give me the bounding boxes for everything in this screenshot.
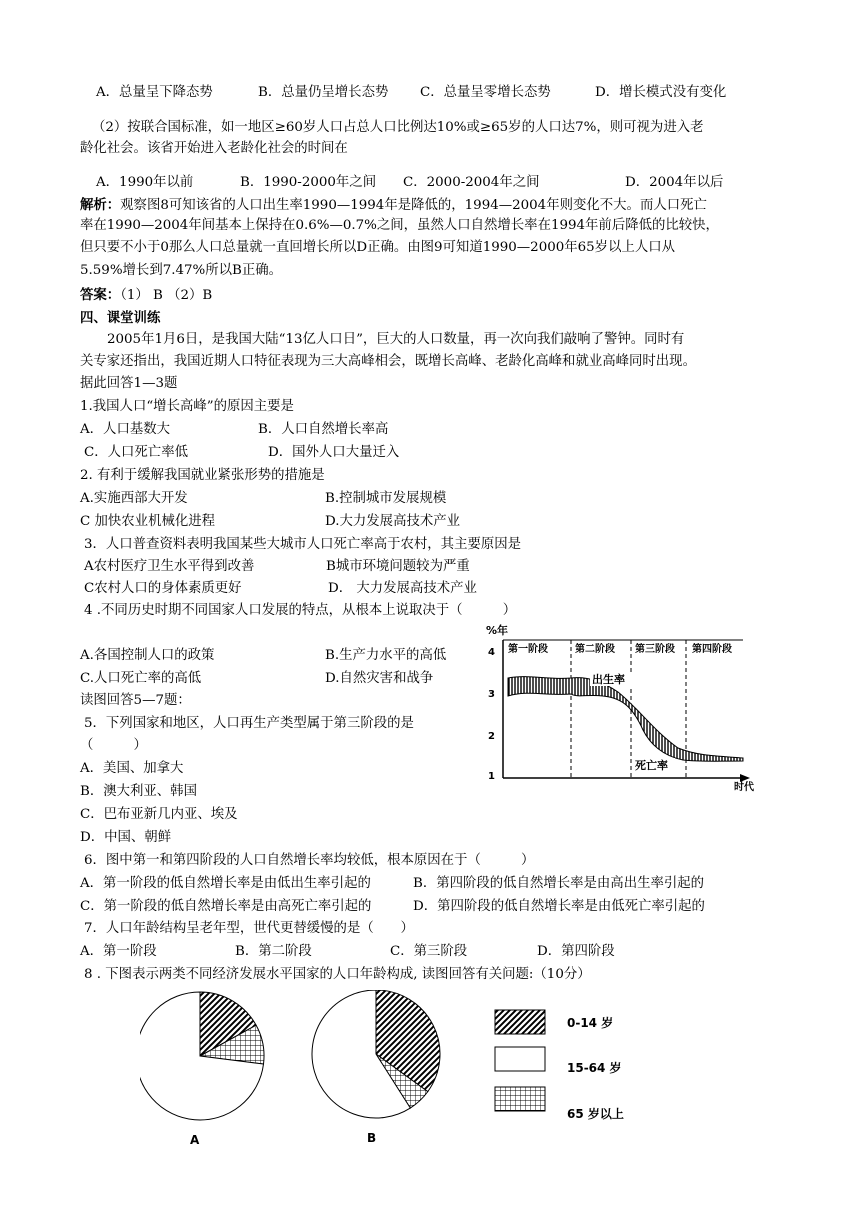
y-tick-2: 2 [488, 731, 495, 742]
stage-chart [478, 620, 778, 795]
read-5-7: 读图回答5—7题： [80, 693, 191, 708]
analysis-line4: 5.59%增长到7.47%所以B正确。 [80, 263, 283, 278]
pie-charts [140, 990, 660, 1160]
growth-band [508, 677, 743, 762]
q7-option-b: B．第二阶段 [235, 944, 312, 959]
x-axis-arrow [740, 774, 750, 782]
stage-2-label: 第二阶段 [575, 644, 615, 655]
legend-swatch-65-plus [495, 1087, 545, 1111]
pie-a-label: A [190, 1133, 200, 1147]
q3-option-d: D． 大力发展高技术产业 [328, 581, 477, 596]
q4-stem: 4 .不同历史时期不同国家人口发展的特点，从根本上说取决于（ ） [84, 603, 517, 618]
analysis-label: 解析： [80, 197, 121, 213]
q3-option-a: A农村医疗卫生水平得到改善 [84, 559, 255, 574]
legend-swatch-0-14 [495, 1010, 545, 1034]
answer-label: 答案： [80, 287, 121, 303]
answer-line [80, 286, 212, 305]
q6-option-a: A．第一阶段的低自然增长率是由低出生率引起的 [80, 876, 371, 891]
q1-stem: 1.我国人口“增长高峰”的原因主要是 [80, 399, 294, 414]
q2-option-c: C．2000-2004年之间 [403, 175, 540, 190]
q7-option-c: C．第三阶段 [390, 944, 468, 959]
q2t-option-d: D.大力发展高技术产业 [325, 514, 461, 529]
legend-label-0-14: 0-14 岁 [567, 1016, 614, 1030]
pie-b [312, 990, 440, 1118]
section-title: 四、课堂训练 [80, 310, 161, 326]
analysis-line1 [80, 196, 707, 215]
q4-option-d: D.自然灾害和战争 [325, 671, 434, 686]
q7-option-d: D．第四阶段 [537, 944, 615, 959]
q3-stem: 3．人口普查资料表明我国某些大城市人口死亡率高于农村，其主要原因是 [84, 537, 522, 552]
q5-option-b: B．澳大利亚、韩国 [80, 784, 197, 799]
birth-rate-label: 出生率 [592, 673, 625, 686]
q7-stem: 7．人口年龄结构呈老年型，世代更替缓慢的是（ ） [84, 921, 414, 936]
q6-option-b: B．第四阶段的低自然增长率是由高出生率引起的 [413, 876, 705, 891]
q2t-option-b: B.控制城市发展规模 [325, 491, 447, 506]
q2-option-b: B．1990-2000年之间 [240, 175, 377, 190]
analysis-line3: 但只要不小于0那么人口总量就一直回增长所以D正确。由图9可知道1990—2000年65岁以上人口从 [80, 240, 676, 255]
q4-option-b: B.生产力水平的高低 [325, 648, 447, 663]
q1-option-c: C．人口死亡率低 [84, 445, 188, 460]
analysis-line2: 率在1990—2004年间基本上保持在0.6%—0.7%之间，虽然人口自然增长率在1994年前后降低的比较快， [80, 218, 719, 233]
answer-text: （1） B （2）B [120, 288, 213, 303]
option-c: C．总量呈零增长态势 [420, 85, 551, 100]
legend-swatch-15-64 [495, 1047, 545, 1071]
q2-option-d: D．2004年以后 [625, 175, 724, 190]
option-b: B．总量仍呈增长态势 [258, 85, 389, 100]
analysis-text-1: 观察图8可知该省的人口出生率1990—1994年是降低的，1994—2004年则变化不大。而人口死亡 [120, 198, 707, 213]
legend-label-15-64: 15-64 岁 [567, 1061, 622, 1075]
q2t-option-c: C 加快农业机械化进程 [80, 514, 216, 529]
q5-option-d: D．中国、朝鲜 [80, 830, 172, 845]
q2-line1: （2）按联合国标准，如一地区≥60岁人口占总人口比例达10%或≥65岁的人口达7%，则可视为进入老 [92, 120, 704, 135]
legend-label-65-plus: 65 岁以上 [567, 1107, 624, 1121]
q5-option-a: A．美国、加拿大 [80, 761, 184, 776]
y-unit-label: %年 [486, 624, 509, 637]
y-tick-4: 4 [488, 647, 495, 658]
intro-line2: 关专家还指出，我国近期人口特征表现为三大高峰相会，既增长高峰、老龄化高峰和就业高峰同时出现。 [80, 354, 696, 369]
q3-option-c: C农村人口的身体素质更好 [84, 581, 242, 596]
stage-4-label: 第四阶段 [692, 644, 732, 655]
q2t-option-a: A.实施西部大开发 [80, 491, 188, 506]
q2-option-a: A．1990年以前 [96, 175, 194, 190]
x-axis-label: 时代 [734, 782, 754, 793]
q1-option-b: B．人口自然增长率高 [258, 422, 389, 437]
intro-line1: 2005年1月6日，是我国大陆“13亿人口日”，巨大的人口数量，再一次向我们敲响了警钟。同时有 [107, 332, 685, 347]
q5-stem: 5．下列国家和地区，人口再生产类型属于第三阶段的是 [84, 716, 414, 731]
pie-a [140, 992, 264, 1120]
q6-option-d: D．第四阶段的低自然增长率是由低死亡率引起的 [413, 899, 705, 914]
q2t-stem: 2. 有利于缓解我国就业紧张形势的措施是 [80, 468, 325, 483]
q3-option-b: B城市环境问题较为严重 [326, 559, 470, 574]
q4-option-a: A.各国控制人口的政策 [80, 648, 215, 663]
stage-1-label: 第一阶段 [508, 644, 548, 655]
q6-stem: 6．图中第一和第四阶段的人口自然增长率均较低，根本原因在于（ ） [84, 853, 535, 868]
q7-option-a: A．第一阶段 [80, 944, 157, 959]
q6-option-c: C．第一阶段的低自然增长率是由高死亡率引起的 [80, 899, 372, 914]
q4-option-c: C.人口死亡率的高低 [80, 671, 202, 686]
intro-line3: 据此回答1—3题 [80, 376, 178, 391]
option-d: D．增长模式没有变化 [595, 85, 727, 100]
q8-stem: 8 . 下图表示两类不同经济发展水平国家的人口年龄构成, 读图回答有关问题:（10分） [84, 967, 591, 982]
q1-option-d: D．国外人口大量迁入 [268, 445, 400, 460]
death-rate-label: 死亡率 [635, 759, 668, 772]
q1-option-a: A．人口基数大 [80, 422, 171, 437]
q5-paren: （ ） [80, 738, 147, 753]
y-tick-1: 1 [488, 771, 495, 782]
stage-3-label: 第三阶段 [635, 644, 675, 655]
q5-option-c: C．巴布亚新几内亚、埃及 [80, 807, 238, 822]
y-tick-3: 3 [488, 689, 495, 700]
option-a: A．总量呈下降态势 [96, 85, 213, 100]
pie-b-label: B [367, 1131, 377, 1145]
q2-line2: 龄化社会。该省开始进入老龄化社会的时间在 [80, 141, 348, 156]
